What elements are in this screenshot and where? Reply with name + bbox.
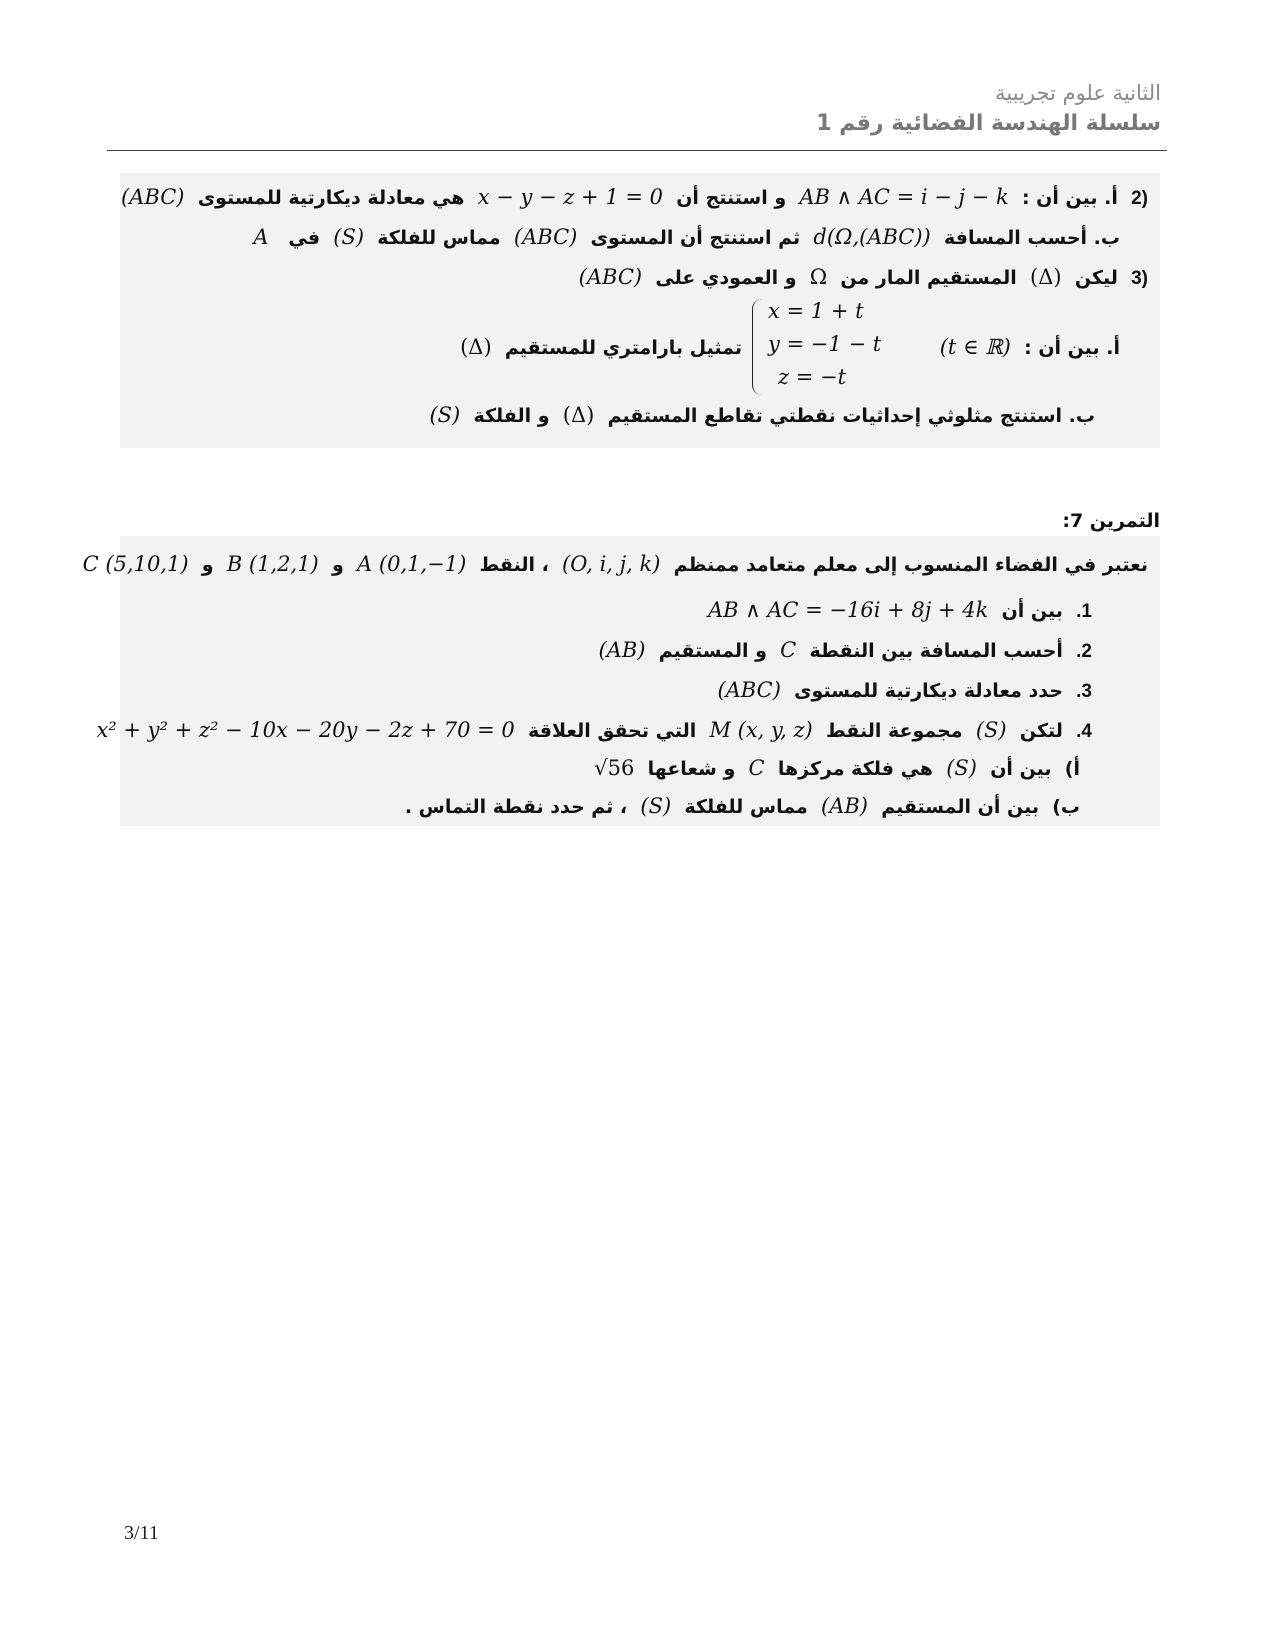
exercise-7-title: التمرين 7: bbox=[1062, 510, 1160, 532]
system-brace bbox=[752, 299, 763, 395]
point-a: A (0,1,−1) bbox=[357, 552, 467, 576]
page-number: 3/11 bbox=[124, 1522, 159, 1544]
question-3b: ب. استنتج مثلوثي إحداثيات نقطتي تقاطع المستقيم (Δ) و الفلكة (S) bbox=[429, 403, 1095, 427]
exercise-7-intro: نعتبر في الفضاء المنسوب إلى معلم متعامد ممنظم (O, i, j, k) ، النقط A (0,1,−1) و B (1,2,1) و C (5,10,1) bbox=[82, 552, 1148, 576]
class-level: الثانية علوم تجريبية bbox=[995, 81, 1161, 105]
question-2b: ب. أحسب المسافة d(Ω,(ABC)) ثم استنتج أن المستوى (ABC) مماس للفلكة (S) في A bbox=[253, 225, 1120, 249]
parameter-domain: (t ∈ ℝ) bbox=[939, 335, 1011, 359]
exercise-block-7 bbox=[82, 536, 1160, 826]
ex7-question-4b: ب) بين أن المستقيم (AB) مماس للفلكة (S) ، ثم حدد نقطة التماس . bbox=[404, 794, 1080, 818]
question-3a-end: تمثيل بارامتري للمستقيم (Δ) bbox=[460, 335, 742, 359]
plane-equation: x − y − z + 1 = 0 bbox=[477, 185, 663, 209]
sphere-equation: x² + y² + z² − 10x − 20y − 2z + 70 = 0 bbox=[96, 718, 515, 742]
ex7-question-4: .4 لتكن (S) مجموعة النقط M (x, y, z) التي تحقق العلاقة x² + y² + z² − 10x − 20y − 2z + 70 = 0 bbox=[96, 718, 1092, 742]
distance-formula: d(Ω,(ABC)) bbox=[813, 225, 931, 249]
point-c: C (5,10,1) bbox=[82, 552, 189, 576]
cross-product-formula: AB ∧ AC = i − j − k bbox=[799, 185, 1009, 209]
question-2a: 2) أ. بين أن : AB ∧ AC = i − j − k و استنتج أن x − y − z + 1 = 0 هي معادلة ديكارتية للمستوى (ABC) bbox=[121, 185, 1148, 209]
cross-product-formula: AB ∧ AC = −16i + 8j + 4k bbox=[707, 598, 989, 622]
exercise-block-1 bbox=[120, 173, 1160, 448]
radius-value: √56 bbox=[594, 756, 635, 780]
ex7-question-4a: أ) بين أن (S) هي فلكة مركزها C و شعاعها √56 bbox=[594, 756, 1080, 780]
question-3: 3) ليكن (Δ) المستقيم المار من Ω و العمودي على (ABC) bbox=[578, 265, 1148, 289]
question-3a-intro: أ. بين أن : (t ∈ ℝ) bbox=[939, 335, 1120, 359]
ex7-question-1: .1 بين أن AB ∧ AC = −16i + 8j + 4k bbox=[707, 598, 1092, 622]
parametric-system: x = 1 + t y = −1 − t z = −t bbox=[768, 299, 882, 389]
point-b: B (1,2,1) bbox=[226, 552, 319, 576]
ex7-question-2: .2 أحسب المسافة بين النقطة C و المستقيم (AB) bbox=[598, 638, 1092, 662]
coordinate-frame: (O, i, j, k) bbox=[562, 552, 661, 576]
page-header bbox=[107, 78, 1167, 140]
header-divider bbox=[107, 150, 1167, 151]
ex7-question-3: .3 حدد معادلة ديكارتية للمستوى (ABC) bbox=[717, 678, 1092, 702]
series-title: سلسلة الهندسة الفضائية رقم 1 bbox=[816, 111, 1161, 136]
